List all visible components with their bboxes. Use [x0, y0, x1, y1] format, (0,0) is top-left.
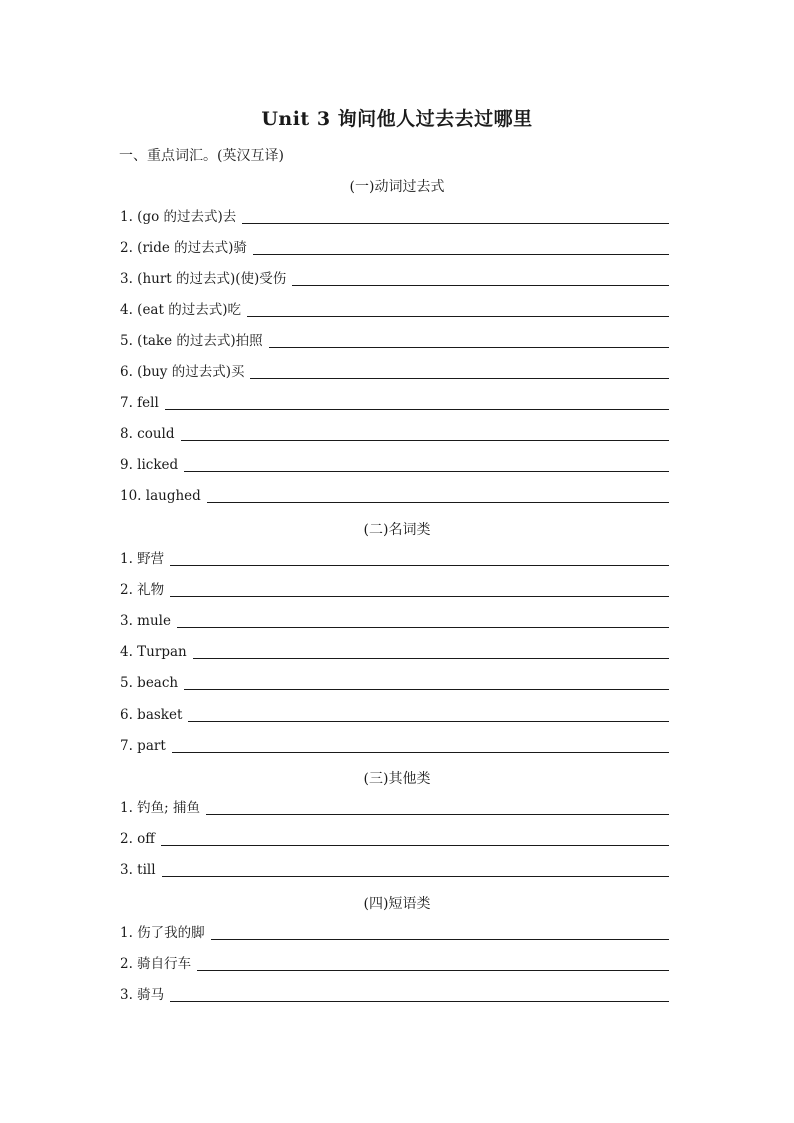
group-heading-phrases: (四)短语类 — [363, 896, 431, 912]
item-label: 8. could — [120, 426, 175, 442]
item-label: 7. part — [120, 738, 166, 754]
answer-blank[interactable] — [207, 501, 669, 503]
answer-blank[interactable] — [161, 844, 669, 846]
answer-blank[interactable] — [170, 595, 669, 597]
list-item — [120, 826, 669, 848]
list-item — [120, 235, 669, 257]
item-label: 1. (go 的过去式)去 — [120, 209, 237, 225]
list-item — [120, 670, 669, 692]
list-item — [120, 639, 669, 661]
item-label: 2. (ride 的过去式)骑 — [120, 240, 247, 256]
item-label: 7. fell — [120, 395, 159, 411]
item-label: 2. 骑自行车 — [120, 956, 192, 972]
item-label: 4. Turpan — [120, 644, 187, 660]
answer-blank[interactable] — [242, 222, 669, 224]
answer-blank[interactable] — [172, 751, 669, 753]
item-label: 4. (eat 的过去式)吃 — [120, 302, 241, 318]
item-label: 2. 礼物 — [120, 582, 165, 598]
answer-blank[interactable] — [162, 875, 669, 877]
list-item — [120, 733, 669, 755]
answer-blank[interactable] — [165, 408, 669, 410]
item-label: 1. 野营 — [120, 551, 165, 567]
item-label: 9. licked — [120, 457, 179, 473]
answer-blank[interactable] — [170, 1000, 669, 1002]
answer-blank[interactable] — [292, 284, 669, 286]
page-title: Unit 3 询问他人过去去过哪里 — [261, 108, 533, 130]
item-label: 3. 骑马 — [120, 987, 165, 1003]
answer-blank[interactable] — [193, 657, 669, 659]
list-item — [120, 577, 669, 599]
list-item — [120, 266, 669, 288]
list-item — [120, 920, 669, 942]
answer-blank[interactable] — [188, 720, 669, 722]
list-item — [120, 702, 669, 724]
answer-blank[interactable] — [211, 938, 669, 940]
answer-blank[interactable] — [269, 346, 669, 348]
item-label: 3. mule — [120, 613, 171, 629]
item-label: 5. beach — [120, 675, 179, 691]
item-label: 10. laughed — [120, 488, 201, 504]
list-item — [120, 951, 669, 973]
answer-blank[interactable] — [170, 564, 669, 566]
item-label: 1. 钓鱼; 捕鱼 — [120, 800, 201, 816]
answer-blank[interactable] — [253, 253, 669, 255]
item-label: 1. 伤了我的脚 — [120, 925, 205, 941]
section-heading: 一、重点词汇。(英汉互译) — [119, 148, 284, 164]
list-item — [120, 546, 669, 568]
list-item — [120, 857, 669, 879]
list-item — [120, 608, 669, 630]
answer-blank[interactable] — [181, 439, 669, 441]
list-item — [120, 483, 669, 505]
answer-blank[interactable] — [250, 377, 669, 379]
answer-blank[interactable] — [177, 626, 669, 628]
item-label: 3. till — [120, 862, 156, 878]
answer-blank[interactable] — [184, 688, 669, 690]
item-label: 2. off — [120, 831, 155, 847]
list-item — [120, 359, 669, 381]
item-label: 6. basket — [120, 707, 183, 723]
item-label: 5. (take 的过去式)拍照 — [120, 333, 263, 349]
list-item — [120, 982, 669, 1004]
list-item — [120, 452, 669, 474]
list-item — [120, 390, 669, 412]
answer-blank[interactable] — [184, 470, 669, 472]
answer-blank[interactable] — [197, 969, 669, 971]
item-label: 3. (hurt 的过去式)(使)受伤 — [120, 271, 287, 287]
list-item — [120, 297, 669, 319]
item-label: 6. (buy 的过去式)买 — [120, 364, 245, 380]
group-heading-others: (三)其他类 — [363, 771, 431, 787]
list-item — [120, 421, 669, 443]
list-item — [120, 328, 669, 350]
answer-blank[interactable] — [206, 813, 669, 815]
list-item — [120, 795, 669, 817]
answer-blank[interactable] — [247, 315, 669, 317]
group-heading-verbs: (一)动词过去式 — [349, 179, 445, 195]
group-heading-nouns: (二)名词类 — [363, 522, 431, 538]
list-item — [120, 204, 669, 226]
